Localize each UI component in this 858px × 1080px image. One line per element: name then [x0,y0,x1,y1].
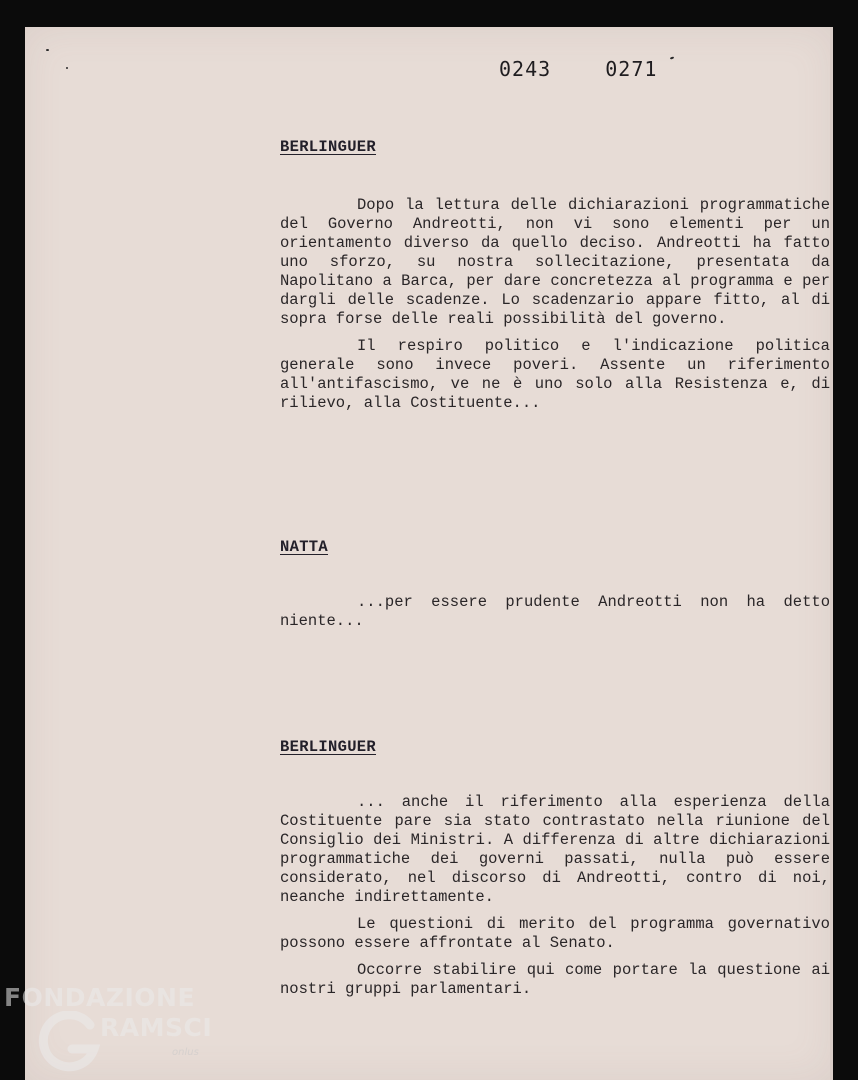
paragraph: ... anche il riferimento alla esperienza della Costituente pare sia stato contrastato nella riunione del Consiglio dei Ministri. A differenza di altre dichiarazioni programmatiche dei governi passati, nulla può essere considerato, nel discorso di Andreotti, contro di noi, neanche indirettamente. [280,793,830,906]
speaker-heading-berlinguer-1: BERLINGUER [280,138,377,156]
speaker-heading-natta: NATTA [280,538,329,556]
paragraph: Occorre stabilire qui come portare la questione ai nostri gruppi parlamentari. [280,961,830,998]
paragraph: ...per essere prudente Andreotti non ha detto niente... [280,593,830,630]
watermark-subtitle: RAMSCI [100,1013,213,1042]
page-edge [830,27,833,1080]
paragraph: Dopo la lettura delle dichiarazioni programmatiche del Governo Andreotti, non vi sono elementi per un orientamento diverso da quello deciso. Andreotti ha fatto uno sforzo, su nostra sollecitazione, presentata da Napolitano a Barca, per dare concretezza al programma e per dargli delle scadenze. Lo scadenzario appare fitto, al di sopra forse delle reali possibilità del governo. [280,196,830,328]
speech-block-natta [280,593,830,639]
watermark-onlus: onlus [172,1047,199,1058]
speech-block-berlinguer-1 [280,196,830,421]
speaker-heading-berlinguer-2: BERLINGUER [280,738,377,756]
dust-speck [46,49,49,51]
fondazione-gramsci-watermark [4,983,224,1078]
document-page [25,27,833,1080]
dust-speck [670,56,674,59]
paragraph: Il respiro politico e l'indicazione politica generale sono invece poveri. Assente un riferimento all'antifascismo, ve ne è uno solo alla Resistenza e, di rilievo, alla Costituente... [280,337,830,412]
paragraph: Le questioni di merito del programma governativo possono essere affrontate al Senato. [280,915,830,952]
dust-speck [66,67,68,69]
archive-number: 0243 0271 [499,57,658,81]
watermark-title: FONDAZIONE [4,983,196,1012]
g-swoosh-icon [38,1011,100,1073]
speech-block-berlinguer-2 [280,793,830,1007]
